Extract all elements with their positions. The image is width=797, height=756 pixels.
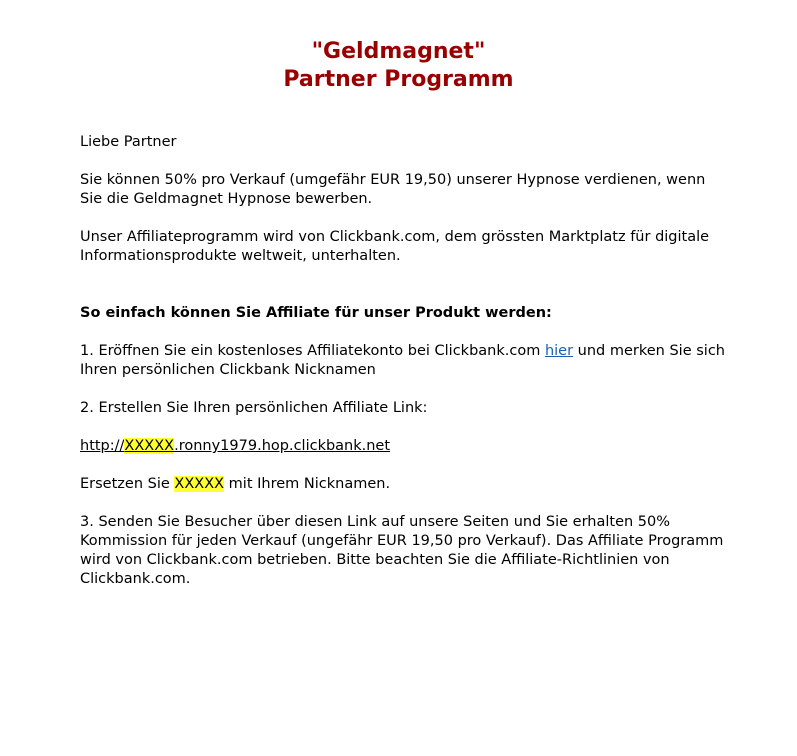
replace-instruction bbox=[80, 475, 730, 494]
affiliate-url-link[interactable] bbox=[80, 438, 390, 454]
title-line-2: Partner Programm bbox=[283, 67, 514, 92]
intro-paragraph-1: Sie können 50% pro Verkauf (umgefähr EUR 19,50) unserer Hypnose verdienen, wenn Sie die Geldmagnet Hypnose bewerben. bbox=[80, 172, 706, 207]
step-3: 3. Senden Sie Besucher über diesen Link auf unsere Seiten und Sie erhalten 50% Kommission für jeden Verkauf (ungefähr EUR 19,50 pro Verkauf). Das Affiliate Programm wird von Clickbank.com betrieben. Bitte beachten Sie die Affiliate-Richtlinien von Clickbank.com. bbox=[80, 514, 724, 587]
intro-paragraph-2: Unser Affiliateprogramm wird von Clickbank.com, dem grössten Marktplatz für digitale Informationsprodukte weltweit, unterhalten. bbox=[80, 229, 710, 264]
step-1 bbox=[80, 342, 730, 380]
step-2: 2. Erstellen Sie Ihren persönlichen Affiliate Link: bbox=[80, 400, 428, 416]
title-line-1: "Geldmagnet" bbox=[311, 39, 486, 64]
page-title bbox=[0, 38, 797, 94]
greeting: Liebe Partner bbox=[80, 134, 177, 150]
replace-text-after: mit Ihrem Nicknamen. bbox=[224, 476, 391, 492]
replace-placeholder: XXXXX bbox=[174, 476, 225, 492]
section-heading: So einfach können Sie Affiliate für unser Produkt werden: bbox=[80, 305, 552, 321]
affiliate-url-suffix: .ronny1979.hop.clickbank.net bbox=[174, 438, 391, 454]
step-1-text-after: und merken Sie sich Ihren persönlichen Clickbank Nicknamen bbox=[80, 343, 725, 378]
step-1-text-before: 1. Eröffnen Sie ein kostenloses Affiliatekonto bei Clickbank.com bbox=[80, 343, 545, 359]
affiliate-url-placeholder: XXXXX bbox=[124, 438, 175, 454]
clickbank-signup-link[interactable]: hier bbox=[544, 343, 574, 359]
affiliate-url-prefix: http:// bbox=[80, 438, 125, 454]
main-content bbox=[80, 133, 730, 589]
replace-text-before: Ersetzen Sie bbox=[80, 476, 175, 492]
affiliate-url bbox=[80, 437, 730, 456]
